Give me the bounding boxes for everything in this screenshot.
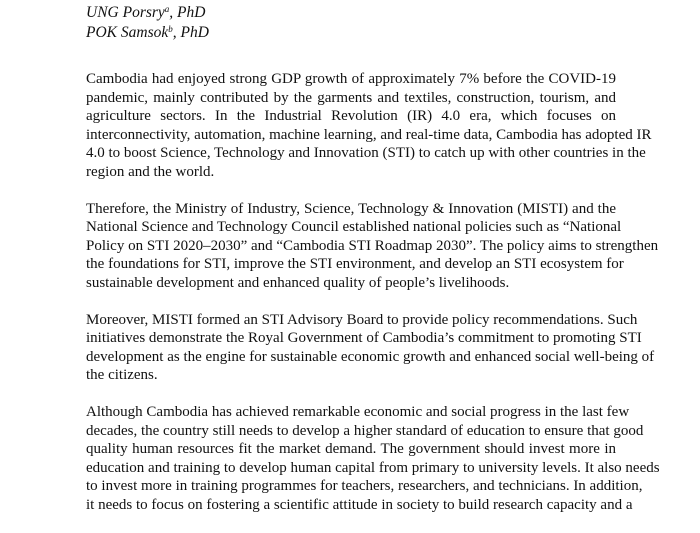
author-2-name: POK Samsok (86, 24, 169, 41)
text-line: agriculture sectors. In the Industrial Revolution (IR) 4.0 era, which focuses on (86, 108, 616, 124)
text-line: quality human resources fit the market demand. The government should invest more in (86, 441, 616, 457)
author-2-degree: , PhD (172, 24, 209, 41)
author-2-affiliation: b (168, 24, 173, 34)
text-line: interconnectivity, automation, machine learning, and real-time data, Cambodia has adopted IR (86, 126, 652, 143)
text-line: initiatives demonstrate the Royal Government of Cambodia’s commitment to promoting STI (86, 330, 642, 346)
text-line: education and training to develop human capital from primary to university levels. It also needs (86, 459, 660, 476)
text-line: decades, the country still needs to develop a higher standard of education to ensure that good (86, 422, 644, 439)
text-line: development as the engine for sustainable economic growth and enhanced social well-being of (86, 348, 655, 365)
author-1-name: UNG Porsry (86, 4, 165, 21)
document-page (86, 0, 660, 533)
text-line: Therefore, the Ministry of Industry, Science, Technology & Innovation (MISTI) and the (86, 200, 616, 217)
text-line: Policy on STI 2020–2030” and “Cambodia STI Roadmap 2030”. The policy aims to strengthen (86, 237, 659, 254)
text-line: region and the world. (86, 163, 215, 180)
text-line: to invest more in training programmes for teachers, researchers, and technicians. In addition, (86, 478, 643, 494)
text-line: 4.0 to boost Science, Technology and Innovation (STI) to catch up with other countries in the (86, 145, 646, 161)
text-line: Although Cambodia has achieved remarkable economic and social progress in the last few (86, 404, 630, 420)
text-line: the foundations for STI, improve the STI environment, and develop an STI ecosystem for (86, 256, 624, 272)
text-line: National Science and Technology Council established national policies such as “National (86, 219, 622, 235)
author-list (86, 3, 616, 43)
paragraph-4 (86, 403, 660, 514)
paragraph-1 (86, 70, 652, 181)
author-1-affiliation: a (164, 4, 170, 14)
text-line: the citizens. (86, 367, 158, 383)
text-line: it needs to focus on fostering a scientific attitude in society to build research capacity and a (86, 496, 633, 513)
text-line: Cambodia had enjoyed strong GDP growth of approximately 7% before the COVID-19 (86, 71, 616, 87)
paragraph-2 (86, 200, 659, 293)
text-line: pandemic, mainly contributed by the garments and textiles, construction, tourism, and (86, 89, 616, 106)
author-1 (86, 3, 616, 23)
text-line: sustainable development and enhanced quality of people’s livelihoods. (86, 274, 510, 291)
author-2 (86, 23, 616, 43)
paragraph-3 (86, 311, 655, 385)
text-line: Moreover, MISTI formed an STI Advisory Board to provide policy recommendations. Such (86, 311, 638, 328)
author-1-degree: , PhD (169, 4, 206, 21)
